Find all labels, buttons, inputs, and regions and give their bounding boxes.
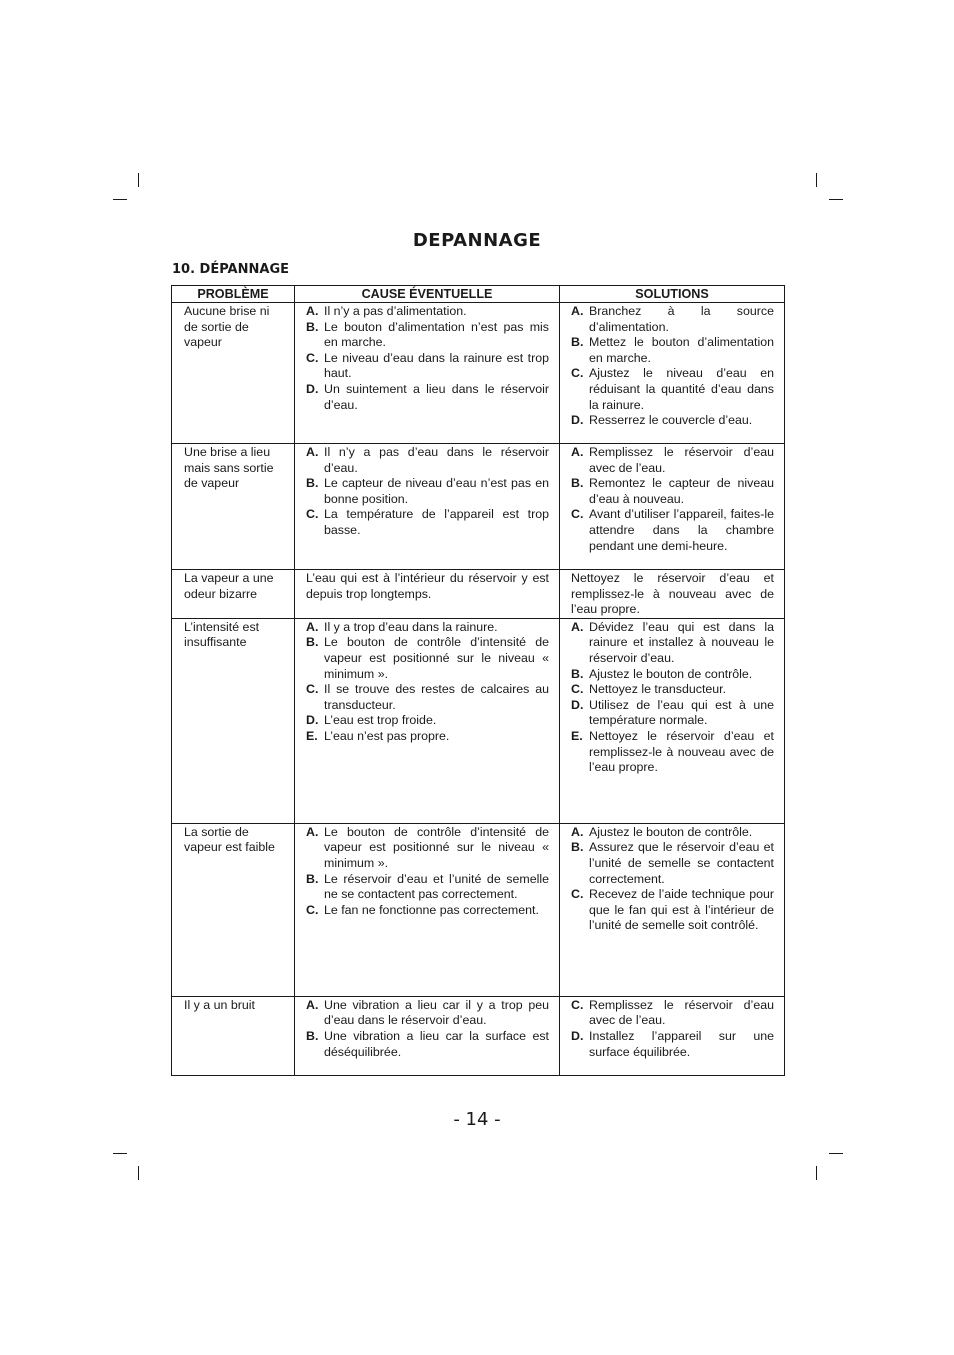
item-letter: D. [571, 413, 584, 428]
item-text: Il n’y a pas d’alimentation. [324, 304, 467, 318]
item-text: Remplissez le réservoir d’eau avec de l’eau. [589, 445, 774, 475]
troubleshooting-table [171, 285, 785, 1076]
item-text: Branchez à la source d’alimentation. [589, 304, 774, 334]
column-header-solutions: SOLUTIONS [560, 286, 785, 303]
column-header-problem: PROBLÈME [172, 286, 295, 303]
cause-item [306, 729, 549, 745]
column-header-cause: CAUSE ÉVENTUELLE [295, 286, 560, 303]
solution-item [571, 667, 774, 683]
solution-cell [560, 618, 785, 823]
item-letter: B. [571, 476, 584, 491]
item-text: Le capteur de niveau d’eau n’est pas en bonne position. [324, 476, 549, 506]
solution-item [571, 620, 774, 667]
item-letter: A. [571, 445, 584, 459]
solution-item [571, 413, 774, 429]
solution-item [571, 335, 774, 366]
item-letter: C. [306, 682, 319, 697]
solution-item [571, 445, 774, 476]
page-title: DEPANNAGE [412, 230, 542, 251]
table-row [172, 996, 785, 1075]
item-text: Dévidez l’eau qui est dans la rainure et installez à nouveau le réservoir d’eau. [589, 619, 774, 665]
crop-mark [138, 1166, 139, 1180]
table-row [172, 823, 785, 996]
cause-item [306, 872, 549, 903]
solution-item [571, 729, 774, 776]
cause-cell [295, 444, 560, 570]
item-text: Il y a trop d’eau dans la rainure. [324, 619, 498, 634]
item-letter: B. [306, 871, 319, 886]
table-row [172, 303, 785, 444]
cause-item [306, 382, 549, 413]
item-text: Avant d’utiliser l’appareil, faites-le attendre dans la chambre pendant une demi-heure. [589, 507, 774, 553]
cause-cell [295, 996, 560, 1075]
item-text: L’eau est trop froide. [324, 713, 437, 728]
cause-item [306, 682, 549, 713]
cause-item [306, 713, 549, 729]
solution-item [571, 887, 774, 934]
item-letter: D. [306, 713, 319, 728]
crop-mark [829, 1153, 843, 1154]
solution-cell [560, 823, 785, 996]
item-text: Mettez le bouton d’alimentation en marche. [589, 335, 774, 365]
item-letter: A. [571, 824, 584, 839]
item-text: La température de l’appareil est trop basse. [324, 507, 549, 537]
table-row [172, 444, 785, 570]
item-letter: C. [306, 507, 319, 522]
item-letter: C. [571, 366, 584, 381]
cause-item [306, 304, 549, 320]
item-text: Installez l’appareil sur une surface équilibrée. [589, 1028, 774, 1059]
item-text: Assurez que le réservoir d’eau et l’unité de semelle se contactent correctement. [589, 840, 774, 886]
cause-cell [295, 618, 560, 823]
cause-item [306, 620, 549, 636]
item-letter: A. [571, 304, 584, 318]
cause-item [306, 476, 549, 507]
item-letter: B. [571, 666, 584, 681]
item-letter: D. [571, 697, 584, 712]
item-text: Le niveau d’eau dans la rainure est trop haut. [324, 350, 549, 381]
cause-cell [295, 823, 560, 996]
item-text: Le réservoir d’eau et l’unité de semelle ne se contactent pas correctement. [324, 871, 549, 902]
section-title: 10. DÉPANNAGE [172, 262, 289, 277]
item-text: Le bouton d’alimentation n’est pas mis en marche. [324, 319, 549, 350]
item-letter: E. [306, 728, 318, 743]
solution-cell [560, 996, 785, 1075]
item-letter: A. [571, 619, 584, 634]
item-letter: C. [571, 997, 584, 1012]
solution-item [571, 998, 774, 1029]
crop-mark [138, 173, 139, 187]
item-letter: C. [306, 350, 319, 365]
solution-item [571, 366, 774, 413]
solution-item [571, 1029, 774, 1060]
item-letter: C. [306, 902, 319, 917]
page-number: - 14 - [453, 1109, 501, 1130]
cause-item [306, 445, 549, 476]
item-letter: D. [571, 1028, 584, 1043]
crop-mark [113, 199, 127, 200]
solution-item [571, 304, 774, 335]
cause-item [306, 635, 549, 682]
cause-item [306, 825, 549, 872]
problem-cell: L’intensité est insuffisante [172, 618, 295, 823]
cause-item [306, 1029, 549, 1060]
solution-item [571, 476, 774, 507]
item-text: Une vibration a lieu car la surface est déséquilibrée. [324, 1028, 549, 1059]
problem-cell: Une brise a lieu mais sans sortie de vapeur [172, 444, 295, 570]
item-text: Le bouton de contrôle d’intensité de vapeur est positionné sur le niveau « minimum ». [324, 824, 549, 870]
item-letter: C. [571, 507, 584, 522]
item-letter: B. [306, 476, 319, 491]
cause-item [306, 320, 549, 351]
item-text: Il n’y a pas d’eau dans le réservoir d’eau. [324, 445, 549, 475]
solution-item [571, 682, 774, 698]
item-letter: A. [306, 619, 319, 634]
solution-cell [560, 444, 785, 570]
item-letter: C. [571, 682, 584, 697]
cause-item [306, 903, 549, 919]
item-text: Ajustez le bouton de contrôle. [589, 666, 753, 681]
item-text: Nettoyez le transducteur. [589, 682, 727, 697]
item-text: L’eau n’est pas propre. [324, 728, 450, 743]
item-text: Une vibration a lieu car il y a trop peu d’eau dans le réservoir d’eau. [324, 997, 549, 1028]
item-text: Le bouton de contrôle d’intensité de vapeur est positionné sur le niveau « minimum ». [324, 635, 549, 681]
item-letter: A. [306, 304, 319, 318]
item-letter: A. [306, 445, 319, 459]
item-letter: B. [571, 840, 584, 855]
item-letter: B. [306, 319, 319, 334]
item-text: Il se trouve des restes de calcaires au transducteur. [324, 682, 549, 712]
problem-cell: La sortie de vapeur est faible [172, 823, 295, 996]
item-text: Nettoyez le réservoir d’eau et remplissez-le à nouveau avec de l’eau propre. [589, 728, 774, 775]
item-letter: B. [306, 1028, 319, 1043]
item-text: Le fan ne fonctionne pas correctement. [324, 902, 539, 917]
cause-item [306, 998, 549, 1029]
crop-mark [113, 1153, 127, 1154]
item-letter: D. [306, 381, 319, 396]
item-text: Ajustez le bouton de contrôle. [589, 824, 753, 839]
item-text: Ajustez le niveau d’eau en réduisant la quantité d’eau dans la rainure. [589, 366, 774, 412]
solution-cell [560, 303, 785, 444]
solution-item [571, 698, 774, 729]
crop-mark [816, 1166, 817, 1180]
item-text: Recevez de l’aide technique pour que le fan qui est à l’intérieur de l’unité de semelle soit contrôlé. [589, 887, 774, 933]
cause-cell [295, 570, 560, 619]
cause-text: L’eau qui est à l’intérieur du réservoir y est depuis trop longtemps. [306, 571, 549, 601]
item-text: Resserrez le couvercle d’eau. [589, 413, 753, 428]
cause-item [306, 507, 549, 538]
solution-item [571, 840, 774, 887]
item-letter: B. [306, 635, 319, 650]
item-text: Remplissez le réservoir d’eau avec de l’eau. [589, 997, 774, 1028]
solution-item [571, 825, 774, 841]
table-header-row [172, 286, 785, 303]
item-letter: B. [571, 335, 584, 350]
cause-item [306, 351, 549, 382]
crop-mark [829, 199, 843, 200]
problem-cell: La vapeur a une odeur bizarre [172, 570, 295, 619]
problem-cell: Il y a un bruit [172, 996, 295, 1075]
item-letter: A. [306, 997, 319, 1012]
solution-text: Nettoyez le réservoir d’eau et remplissez-le à nouveau avec de l’eau propre. [571, 571, 774, 617]
table-row [172, 570, 785, 619]
solution-item [571, 507, 774, 554]
item-text: Utilisez de l’eau qui est à une température normale. [589, 697, 774, 728]
cause-cell [295, 303, 560, 444]
item-letter: E. [571, 728, 583, 743]
item-text: Un suintement a lieu dans le réservoir d’eau. [324, 381, 549, 412]
problem-cell: Aucune brise ni de sortie de vapeur [172, 303, 295, 444]
item-text: Remontez le capteur de niveau d’eau à nouveau. [589, 476, 774, 506]
crop-mark [816, 173, 817, 187]
solution-cell [560, 570, 785, 619]
item-letter: C. [571, 887, 584, 902]
item-letter: A. [306, 824, 319, 839]
table-row [172, 618, 785, 823]
